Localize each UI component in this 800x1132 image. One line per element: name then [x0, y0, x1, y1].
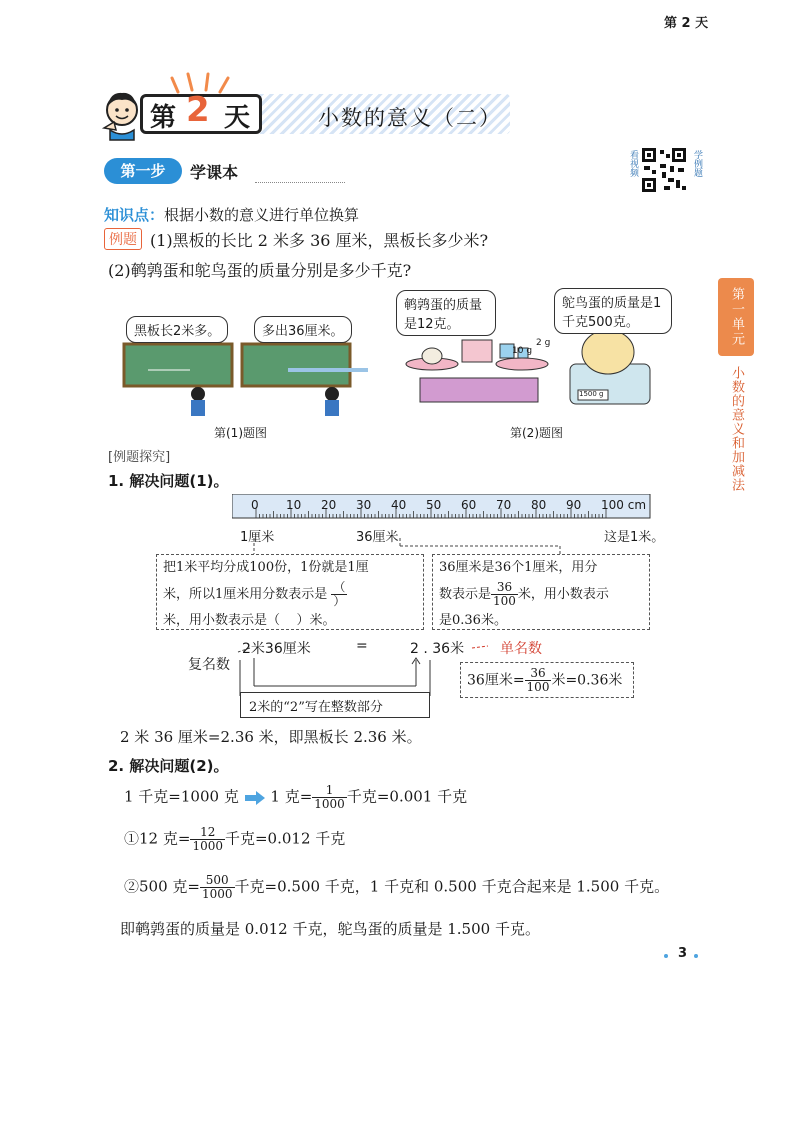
- ruler-tick-label: 30: [356, 498, 372, 512]
- box2-line3: 是0.36米。: [439, 613, 507, 628]
- ruler-tick-label: 50: [426, 498, 442, 512]
- ruler-tick-label: 0: [251, 498, 259, 512]
- ruler-tick-label: 90: [566, 498, 582, 512]
- figure-2-caption: 第(2)题图: [510, 426, 563, 440]
- line1-fraction: [312, 784, 347, 811]
- box2-line2-a: 数表示是: [439, 587, 492, 602]
- box2-frac-den: 100: [493, 594, 516, 608]
- box1-line3: [163, 608, 417, 634]
- line2-fraction: [190, 826, 225, 853]
- line-2: [124, 826, 345, 853]
- line3-b: 千克=0.500 千克，1 千克和 0.500 千克合起来是 1.500 千克。: [234, 877, 670, 896]
- box2-line1: 36厘米是36个1厘米，用分: [439, 560, 598, 575]
- figure-1-caption: 第(1)题图: [214, 426, 267, 440]
- blank-frac-den: ）: [333, 594, 346, 608]
- compound-value: 2米36厘米: [242, 641, 311, 657]
- line-1: [124, 784, 467, 811]
- box1-line1: 把1米平均分成100份，1份就是1厘: [163, 560, 369, 575]
- box1-line2-text: 米，所以1厘米用分数表示是: [163, 587, 328, 602]
- unit-topic: 小数的意义和加减法: [729, 366, 744, 492]
- explain-box-2: [432, 554, 650, 630]
- label-36cm: 36厘米: [356, 530, 399, 545]
- line1-frac-den: 1000: [314, 797, 345, 811]
- qr-code-icon[interactable]: [640, 146, 688, 194]
- ruler-tick-label: 20: [321, 498, 337, 512]
- speech-bubble-1: 黑板长2米多。: [126, 316, 228, 343]
- label-1cm: 1厘米: [240, 530, 275, 545]
- title-di: 第: [150, 103, 177, 133]
- page-number: 3: [678, 946, 688, 961]
- ruler-tick-label: 80: [531, 498, 547, 512]
- line3-frac-num: 500: [200, 874, 235, 888]
- conv-b: 米=0.36米: [551, 672, 623, 689]
- explore-label: [例题探究]: [108, 450, 171, 465]
- line1-a: 1 千克=1000 克: [124, 787, 239, 806]
- blank-frac-num: （: [333, 580, 346, 594]
- box2-frac-num: 36: [491, 581, 518, 595]
- conv-a: 36厘米=: [467, 672, 525, 689]
- question-2: (2)鹌鹑蛋和鸵鸟蛋的质量分别是多少千克?: [108, 261, 412, 280]
- line2-a: ①12 克=: [124, 829, 191, 848]
- unit-tab: 第一单元: [718, 278, 754, 356]
- line2-frac-num: 12: [190, 826, 225, 840]
- step-divider: [255, 182, 345, 183]
- conv-fraction: [525, 667, 552, 694]
- box2-line2-b: 米，用小数表示: [517, 587, 609, 602]
- knowledge-point: [104, 204, 359, 225]
- solve-2-title: 2. 解决问题(2)。: [108, 757, 229, 775]
- question-1: (1)黑板的长比 2 米多 36 厘米，黑板长多少米?: [150, 231, 489, 250]
- line2-b: 千克=0.012 千克: [224, 829, 346, 848]
- ruler-tick-label: 10: [286, 498, 302, 512]
- example-tag: 例题: [104, 228, 142, 250]
- knowledge-prefix: 知识点：: [104, 206, 165, 224]
- ruler-tick-label: 40: [391, 498, 407, 512]
- box1-line3-b: ）米。: [296, 613, 336, 628]
- line3-a: ②500 克=: [124, 877, 200, 896]
- blank-fraction: [331, 581, 347, 608]
- fraction-36-100: [491, 581, 518, 608]
- box2-line2: [439, 581, 643, 608]
- equals-sign: =: [356, 638, 368, 654]
- title-day-number: 2: [186, 90, 210, 130]
- knowledge-text: 根据小数的意义进行单位换算: [164, 206, 360, 224]
- line1-b: 1 克=: [270, 787, 313, 806]
- step-label: 学课本: [190, 163, 239, 182]
- explain-box-1: [156, 554, 424, 630]
- conv-frac-num: 36: [525, 667, 552, 681]
- integer-note-box: 2米的“2”写在整数部分: [240, 692, 430, 718]
- weight-2g-label: 2 g: [536, 338, 551, 348]
- label-1m: 这是1米。: [604, 530, 665, 545]
- ruler-tick-label: 70: [496, 498, 512, 512]
- qr-right-text: 学例题: [692, 150, 702, 177]
- page-dot-left-icon: [664, 954, 668, 958]
- box1-line2: [163, 581, 417, 608]
- conv-frac-den: 100: [526, 680, 550, 694]
- line-3: [124, 874, 669, 901]
- line3-frac-den: 1000: [201, 887, 233, 901]
- line3-fraction: [200, 874, 235, 901]
- ruler-tick-label: 100 cm: [601, 498, 647, 512]
- solve-1-title: 1. 解决问题(1)。: [108, 472, 229, 490]
- speech-bubble-4: 鸵鸟蛋的质量是1千克500克。: [554, 288, 672, 334]
- weight-10g-label: 10 g: [512, 346, 533, 356]
- corner-day-label: 第 2 天: [664, 16, 709, 31]
- arrow-right-icon: [244, 791, 266, 805]
- box1-line3-a: 米，用小数表示是（: [163, 613, 281, 628]
- speech-bubble-3: 鹌鹑蛋的质量是12克。: [396, 290, 496, 336]
- line1-c: 千克=0.001 千克: [346, 787, 468, 806]
- scale-display: 1500 g: [579, 390, 604, 398]
- line1-frac-num: 1: [312, 784, 347, 798]
- qr-left-text: 看视频: [628, 150, 638, 177]
- compound-label: 复名数: [188, 657, 230, 673]
- conversion-box: [460, 662, 634, 698]
- page-title: 小数的意义（二）: [318, 106, 502, 130]
- single-value: 2 . 36米: [410, 641, 465, 657]
- line2-frac-den: 1000: [192, 839, 223, 853]
- answer-1: 2 米 36 厘米=2.36 米，即黑板长 2.36 米。: [120, 728, 422, 746]
- speech-bubble-2: 多出36厘米。: [254, 316, 352, 343]
- page-dot-right-icon: [694, 954, 698, 958]
- title-tian: 天: [224, 103, 251, 133]
- step-pill: 第一步: [104, 158, 182, 184]
- single-label: 单名数: [500, 641, 542, 657]
- answer-2: 即鹌鹑蛋的质量是 0.012 千克，鸵鸟蛋的质量是 1.500 千克。: [120, 920, 540, 938]
- ruler-tick-label: 60: [461, 498, 477, 512]
- blackboard-illustration: [118, 340, 368, 420]
